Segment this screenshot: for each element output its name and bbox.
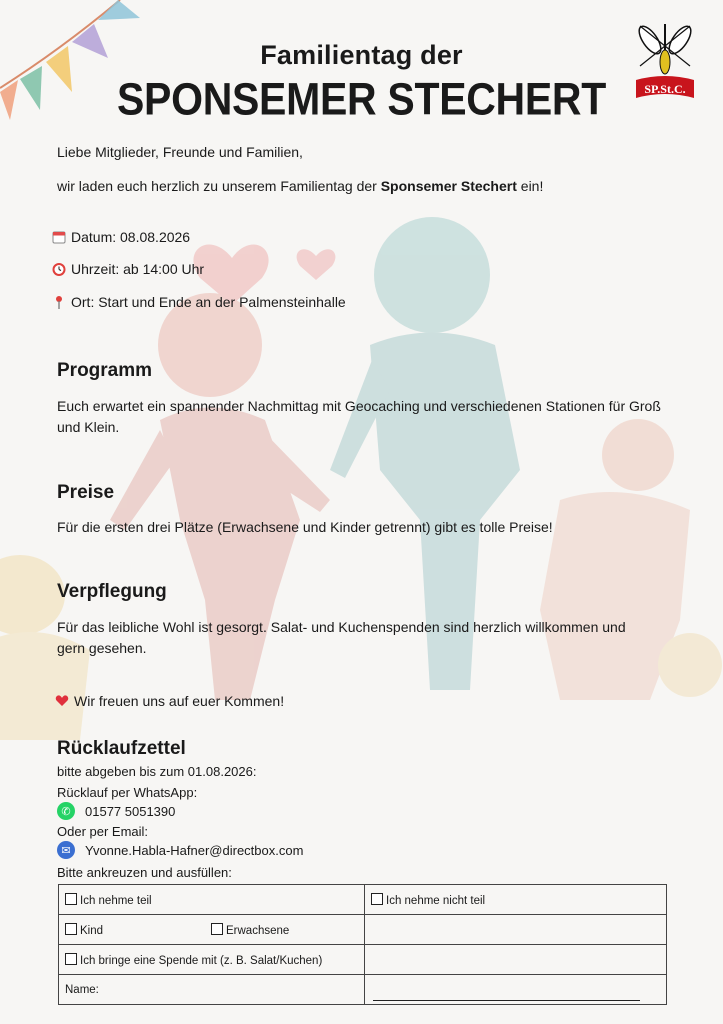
reply-form	[58, 884, 667, 1005]
whatsapp-icon: ✆	[57, 802, 75, 820]
return-slip-heading: Rücklaufzettel	[57, 738, 186, 759]
verpflegung-heading: Verpflegung	[57, 581, 167, 602]
empty-cell-2	[365, 945, 667, 975]
programm-heading: Programm	[57, 360, 153, 381]
attend-cell	[59, 885, 365, 915]
email-label: Oder per Email:	[57, 824, 149, 839]
donation-checkbox[interactable]	[65, 953, 77, 965]
club-logo	[628, 18, 702, 102]
location-text: Ort: Start und Ende an der Palmensteinhalle	[71, 294, 346, 310]
name-label-cell	[59, 975, 365, 1005]
logo-text: SP.St.C.	[644, 82, 686, 96]
empty-cell-1	[365, 915, 667, 945]
child-label: Kind	[80, 924, 104, 937]
name-label: Name:	[65, 983, 99, 996]
whatsapp-row	[57, 802, 175, 820]
donation-label: Ich bringe eine Spende mit (z. B. Salat/Kuchen)	[80, 954, 323, 967]
greeting: Liebe Mitglieder, Freunde und Familien,	[57, 144, 303, 160]
closing-row	[55, 693, 284, 709]
whatsapp-label: Rücklauf per WhatsApp:	[57, 785, 198, 800]
name-field-cell	[365, 975, 667, 1005]
adult-label: Erwachsene	[226, 924, 290, 937]
email-row	[57, 841, 303, 859]
participant-type-cell	[59, 915, 365, 945]
preise-text: Für die ersten drei Plätze (Erwachsene und Kinder getrennt) gibt es tolle Preise!	[57, 519, 553, 535]
time-text: Uhrzeit: ab 14:00 Uhr	[71, 261, 205, 277]
title-line-1: Familientag der	[260, 40, 463, 70]
attend-label: Ich nehme teil	[80, 894, 152, 907]
preise-heading: Preise	[57, 482, 115, 503]
attend-checkbox[interactable]	[65, 893, 77, 905]
not-attend-checkbox[interactable]	[371, 893, 383, 905]
programm-text: Euch erwartet ein spannender Nachmittag mit Geocaching und verschiedenen Stationen für Groß und Klein.	[57, 398, 661, 435]
verpflegung-text: Für das leibliche Wohl ist gesorgt. Salat- und Kuchenspenden sind herzlich willkommen und gern gesehen.	[57, 619, 626, 656]
adult-checkbox[interactable]	[211, 923, 223, 935]
date-text: Datum: 08.08.2026	[71, 229, 191, 245]
return-deadline: bitte abgeben bis zum 01.08.2026:	[57, 764, 257, 779]
alarm-clock-icon	[52, 262, 66, 276]
club-name: Sponsemer Stechert	[380, 178, 517, 194]
form-instructions: Bitte ankreuzen und ausfüllen:	[57, 865, 232, 880]
email-icon: ✉	[57, 841, 75, 859]
heart-icon	[55, 694, 69, 708]
donation-cell	[59, 945, 365, 975]
calendar-icon	[52, 230, 66, 244]
time-row	[52, 261, 204, 277]
title-line-2: SPONSEMER STECHERT	[117, 74, 606, 125]
name-input-line[interactable]	[373, 986, 640, 1001]
closing-text: Wir freuen uns auf euer Kommen!	[74, 693, 285, 709]
not-attend-label: Ich nehme nicht teil	[386, 894, 486, 907]
whatsapp-number[interactable]: 01577 5051390	[85, 803, 176, 819]
location-row	[52, 294, 346, 310]
pin-icon	[52, 295, 66, 309]
date-row	[52, 229, 190, 245]
invitation-text: wir laden euch herzlich zu unserem Familientag der Sponsemer Stechert ein!	[57, 178, 544, 194]
not-attend-cell	[365, 885, 667, 915]
email-address[interactable]: Yvonne.Habla-Hafner@directbox.com	[85, 842, 304, 858]
child-checkbox[interactable]	[65, 923, 77, 935]
